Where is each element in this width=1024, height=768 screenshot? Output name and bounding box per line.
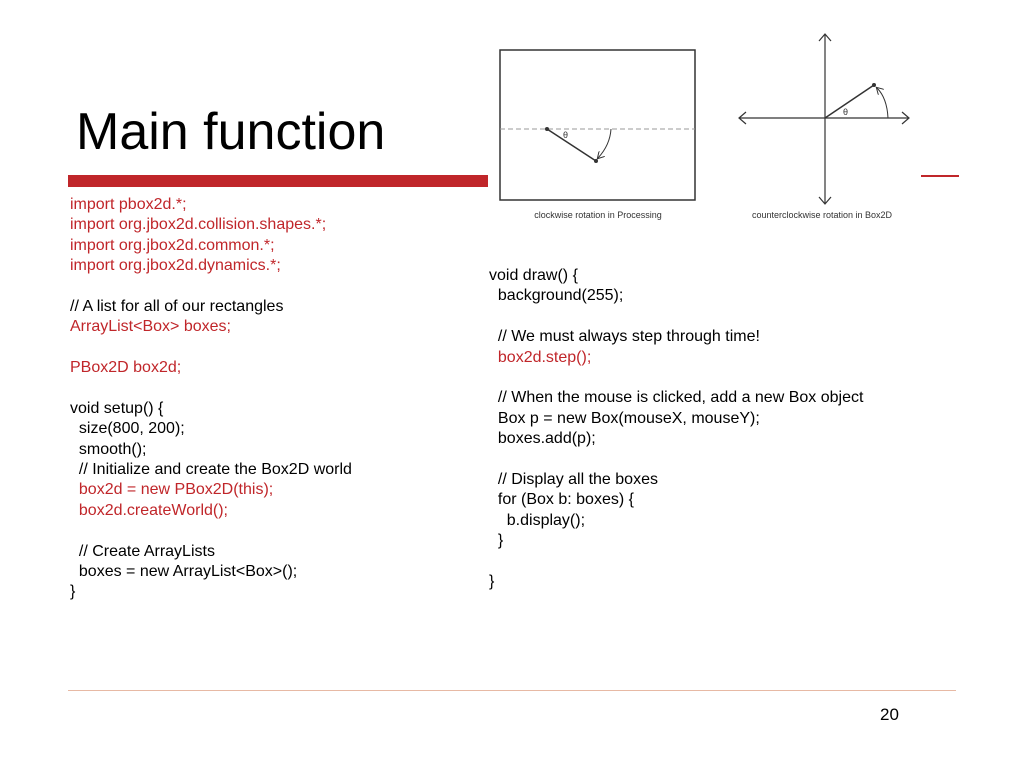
code-line: ArrayList<Box> boxes; — [70, 318, 231, 336]
code-line: import org.jbox2d.common.*; — [70, 236, 275, 254]
code-line: PBox2D box2d; — [70, 359, 182, 377]
code-line — [489, 551, 863, 571]
slide-title: Main function — [76, 103, 386, 161]
code-line: size(800, 200); — [70, 420, 185, 438]
code-line: background(255); — [489, 287, 624, 305]
code-block-setup — [70, 195, 352, 603]
title-underline-bar — [68, 175, 488, 187]
processing-frame — [500, 50, 695, 200]
code-line: void setup() { — [70, 399, 164, 417]
code-block-draw — [489, 266, 863, 592]
box2d-theta-label: θ — [843, 107, 849, 117]
code-line: box2d.step(); — [489, 348, 592, 366]
code-line: // We must always step through time! — [489, 328, 760, 346]
counterclockwise-arrow-icon — [877, 88, 888, 118]
code-line — [70, 277, 352, 297]
code-line — [489, 368, 863, 388]
code-line: } — [489, 572, 495, 590]
code-line: for (Box b: boxes) { — [489, 491, 634, 509]
page-number: 20 — [880, 705, 899, 724]
code-line: boxes.add(p); — [489, 430, 596, 448]
processing-pivot-point — [545, 127, 549, 131]
code-line: import org.jbox2d.collision.shapes.*; — [70, 216, 327, 234]
processing-caption: clockwise rotation in Processing — [534, 210, 662, 220]
code-line: box2d = new PBox2D(this); — [70, 481, 274, 499]
clockwise-arrow-icon — [598, 129, 611, 158]
code-line: // Initialize and create the Box2D world — [70, 461, 352, 479]
code-line: boxes = new ArrayList<Box>(); — [70, 563, 298, 581]
code-line — [70, 379, 352, 399]
code-line: } — [70, 583, 76, 601]
code-line: Box p = new Box(mouseX, mouseY); — [489, 409, 760, 427]
rotation-diagram — [490, 30, 970, 230]
code-line: box2d.createWorld(); — [70, 501, 228, 519]
code-line — [70, 521, 352, 541]
code-line: // A list for all of our rectangles — [70, 297, 284, 315]
box2d-end-point — [872, 83, 876, 87]
code-line: // When the mouse is clicked, add a new Box object — [489, 389, 864, 407]
processing-end-point — [594, 159, 598, 163]
code-line: } — [489, 532, 504, 550]
code-line — [489, 307, 863, 327]
footer-divider — [68, 690, 956, 691]
code-line: import org.jbox2d.dynamics.*; — [70, 257, 281, 275]
code-line: b.display(); — [489, 511, 586, 529]
code-line — [489, 450, 863, 470]
code-line: // Create ArrayLists — [70, 542, 215, 560]
processing-theta-label: θ — [563, 130, 569, 140]
code-line: import pbox2d.*; — [70, 196, 187, 213]
code-line: void draw() { — [489, 267, 578, 284]
box2d-rotation-figure — [739, 34, 909, 220]
processing-rotation-figure — [500, 50, 695, 220]
code-line — [70, 338, 352, 358]
code-line: // Display all the boxes — [489, 470, 658, 488]
code-line: smooth(); — [70, 440, 147, 458]
box2d-rotated-line — [825, 85, 874, 118]
processing-rotated-line — [547, 129, 596, 161]
box2d-caption: counterclockwise rotation in Box2D — [751, 210, 893, 220]
